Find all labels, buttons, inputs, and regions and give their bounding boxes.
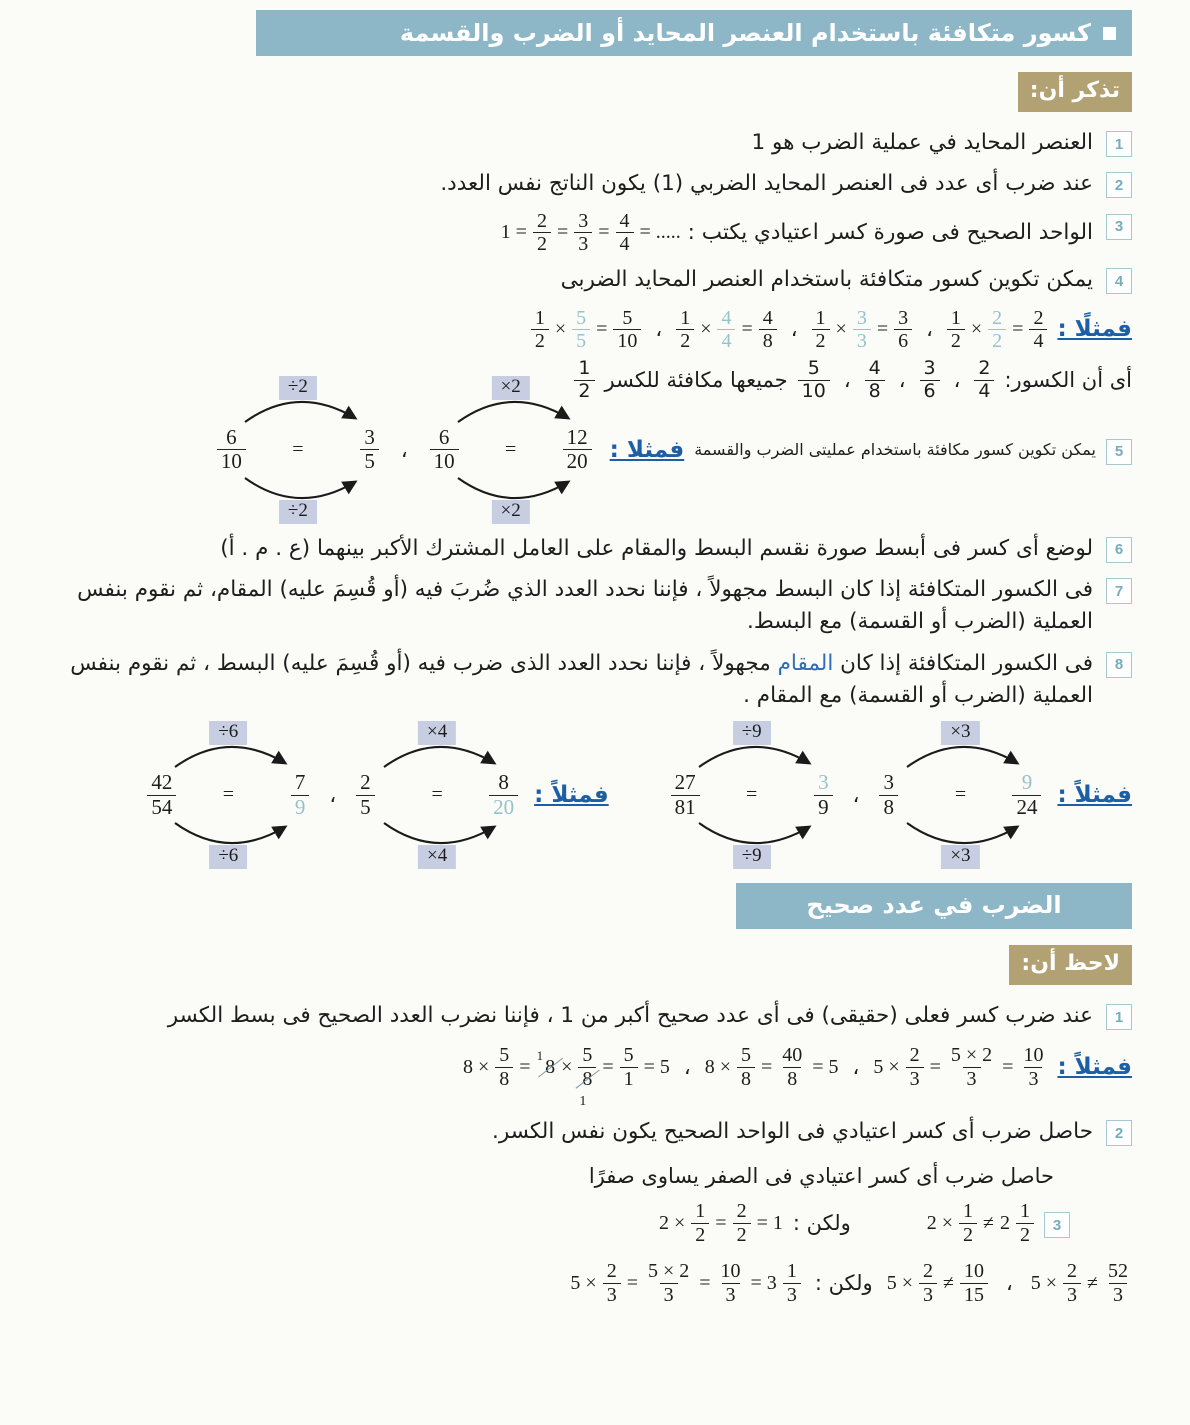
fraction-result: $\frac{3}{6}$: [894, 307, 912, 353]
diagram-divide-2: [209, 376, 387, 524]
equals-sign: =: [596, 317, 608, 340]
cancelled-eight: 8: [545, 1055, 556, 1078]
mixed-fraction: $\frac{1}{2}$: [1016, 1200, 1034, 1246]
fraction: $\frac{1}{2}$: [691, 1200, 709, 1246]
mixed-integer: 2: [1000, 1211, 1010, 1234]
fraction-identity: $\frac{5}{5}$: [572, 307, 590, 353]
item-text-pre: فى الكسور المتكافئة إذا كان: [840, 650, 1093, 676]
not-equals-sign: ≠: [1087, 1271, 1098, 1294]
multiply-operator-chip: ×2: [492, 376, 530, 400]
diagram-divide-6: [139, 721, 317, 869]
fraction: $\frac{10}{15}$: [960, 1260, 988, 1306]
item-number-badge: 8: [1106, 652, 1132, 678]
item-number-badge: 5: [1106, 439, 1132, 465]
remember-item-2: [46, 168, 1132, 200]
fraction-result: $\frac{5}{10}$: [613, 307, 641, 353]
unity-fractions-equation: [501, 210, 681, 256]
example-cancellation: [463, 1044, 670, 1110]
fraction-identity: $\frac{2}{2}$: [988, 307, 1006, 353]
fraction-result: $\frac{3}{5}$: [360, 426, 379, 474]
item-text: يمكن تكوين كسور مكافئة باستخدام عمليتى الضرب والقسمة: [694, 440, 1096, 460]
not-equals-sign: ≠: [983, 1211, 994, 1234]
item-number-badge: 4: [1106, 268, 1132, 294]
equals-sign: =: [292, 438, 304, 461]
separator-comma: ،: [953, 368, 961, 393]
times-sign: ×: [554, 317, 567, 340]
divide-operator-chip: ÷9: [733, 721, 771, 745]
diagram-times-3: [871, 721, 1049, 869]
equals-sign: =: [929, 1055, 941, 1078]
divide-operator-chip: ÷6: [209, 845, 247, 869]
times-sign: ×: [970, 317, 983, 340]
fraction: $\frac{2}{3}$: [603, 1260, 621, 1306]
math-text: 5 ×: [886, 1271, 913, 1294]
equals-sign: =: [1002, 1055, 1014, 1078]
notice-item-2: [46, 1116, 1132, 1148]
multiply-operator-chip: ×3: [941, 845, 979, 869]
item-text: يمكن تكوين كسور متكافئة باستخدام العنصر المحايد الضربى: [560, 267, 1093, 293]
separator-comma: ،: [926, 317, 933, 342]
fraction-result: $\frac{5}{1}$: [620, 1044, 638, 1090]
separator-comma: ،: [683, 1055, 691, 1080]
equals-sign: =: [760, 1055, 773, 1078]
example-group-right: [663, 721, 1132, 869]
divide-operator-chip: ÷2: [279, 500, 317, 524]
fraction-result: $\frac{10}{3}$: [720, 1260, 741, 1306]
equals-sign: =: [715, 1211, 727, 1234]
remember-item-8: [46, 648, 1132, 713]
item-number-badge: 3: [1106, 214, 1132, 240]
transform-diagrams-row: [46, 721, 1132, 869]
divide-operator-chip: ÷2: [279, 376, 317, 400]
product-example-2: [812, 307, 913, 353]
equals-sign: =: [598, 221, 610, 244]
mixed-fraction: $\frac{1}{3}$: [783, 1260, 801, 1306]
example-8-times-five-eighths: [705, 1044, 839, 1090]
notice-badge: لاحظ أن:: [1009, 945, 1132, 985]
example-group-left: [139, 721, 608, 869]
math-text: 1 =: [500, 221, 527, 244]
fraction: $\frac{2}{2}$: [533, 210, 551, 256]
item-number-badge: 2: [1106, 1120, 1132, 1146]
notice-item-1: [46, 1000, 1132, 1032]
example-label: فمثلًا :: [1057, 316, 1132, 343]
separator-comma: ،: [852, 783, 860, 808]
cancel-subscript-one: 1: [579, 1094, 587, 1110]
multiply-operator-chip: ×2: [492, 500, 530, 524]
fraction-product-form: $\frac{5 \times 2}{3}$: [647, 1260, 690, 1306]
fraction: $\frac{2}{3}$: [919, 1260, 937, 1306]
remember-item-7: [46, 574, 1132, 639]
item-text: [46, 648, 1093, 713]
math-text: = .....: [639, 221, 681, 244]
inequality-52-thirds: [1031, 1260, 1132, 1306]
fraction-source: $\frac{3}{8}$: [879, 771, 898, 819]
fraction: $\frac{4}{4}$: [616, 210, 634, 256]
equals-sign: =: [626, 1271, 638, 1294]
numerator: 5: [582, 1044, 593, 1067]
item-text: العنصر المحايد في عملية الضرب هو 1: [751, 130, 1093, 155]
item-number-badge: 2: [1106, 172, 1132, 198]
math-text: = 5: [643, 1055, 670, 1078]
fraction-result: $\frac{8}{20}$: [489, 771, 518, 819]
math-text: 8 ×: [704, 1055, 731, 1078]
fraction: $\frac{5}{8}$: [737, 1044, 755, 1090]
item-text-post: مجهولاً ، فإننا نحدد العدد الذى ضرب فيه (أو قُسِمَ عليه) البسط ، ثم نقوم بنفس العملية (الضرب أو القسمة) مع المقام .: [70, 650, 1093, 708]
cancelled-denominator: 8: [578, 1067, 596, 1090]
item-number-badge: 3: [1044, 1212, 1070, 1238]
fraction-result: $\frac{10}{3}$: [1023, 1044, 1044, 1090]
equals-sign: =: [699, 1271, 711, 1294]
inequality-mixed-number: [927, 1200, 1034, 1246]
fraction-identity: $\frac{3}{3}$: [853, 307, 871, 353]
remember-badge: تذكر أن:: [1018, 72, 1132, 112]
fraction: $\frac{3}{6}$: [920, 358, 940, 402]
fraction-source: $\frac{42}{54}$: [147, 771, 176, 819]
fraction: $\frac{52}{3}$: [1108, 1260, 1128, 1306]
fraction-result: $\frac{7}{9}$: [291, 771, 310, 819]
item-text: عند ضرب كسر فعلى (حقيقى) فى أى عدد صحيح أكبر من 1 ، فإننا نضرب العدد الصحيح فى بسط الكسر: [167, 1003, 1093, 1029]
fraction-source: $\frac{6}{10}$: [217, 426, 246, 474]
sentence-lead: أى أن الكسور:: [1004, 368, 1132, 393]
correct-equation: [659, 1200, 783, 1246]
item-text: حاصل ضرب أى كسر اعتيادي فى الواحد الصحيح يكون نفس الكسر.: [492, 1119, 1093, 1145]
math-text: 5 ×: [570, 1271, 597, 1294]
fraction: $\frac{2}{2}$: [733, 1200, 751, 1246]
cancel-superscript-one: 1: [536, 1048, 544, 1064]
inequality-10-fifteenths: [887, 1260, 988, 1306]
example-5-times-two-thirds: [873, 1044, 1047, 1090]
fraction-result: $\frac{40}{8}$: [782, 1044, 803, 1090]
item-text: لوضع أى كسر فى أبسط صورة نقسم البسط والمقام على العامل المشترك الأكبر بينهما (ع . م . أ): [220, 535, 1093, 561]
equals-sign: =: [741, 317, 753, 340]
multiply-operator-chip: ×4: [418, 845, 456, 869]
separator-comma: ،: [790, 317, 798, 342]
item-text-lead: الواحد الصحيح فى صورة كسر اعتيادي يكتب :: [687, 219, 1093, 245]
diagram-times-2: [422, 376, 600, 524]
product-example-4: [531, 307, 642, 353]
but-label: ولكن :: [792, 1211, 851, 1236]
fraction-source: $\frac{2}{5}$: [356, 771, 375, 819]
fraction-result: $\frac{3}{9}$: [814, 771, 833, 819]
fraction-source: $\frac{6}{10}$: [430, 426, 459, 474]
times-sign: ×: [700, 317, 712, 340]
item-number-badge: 1: [1106, 131, 1132, 157]
math-text: 2 ×: [659, 1211, 686, 1234]
item-number-badge: 6: [1106, 537, 1132, 563]
equals-sign: =: [222, 783, 234, 806]
final-examples-row: [46, 1260, 1132, 1306]
example-label: فمثلاً :: [534, 782, 609, 809]
math-text: = 1: [756, 1211, 783, 1234]
item-text: عند ضرب أى عدد فى العنصر المحايد الضربي (1) يكون الناتج نفس العدد.: [440, 171, 1093, 197]
fraction-product-form: $\frac{5 \times 2}{3}$: [950, 1044, 993, 1090]
but-label: ولكن :: [814, 1271, 873, 1296]
remember-item-3: [46, 210, 1132, 256]
math-text: = 3: [750, 1271, 777, 1294]
equals-sign: =: [505, 438, 517, 461]
times-sign: ×: [561, 1055, 573, 1078]
remember-item-1: [46, 127, 1132, 159]
correct-long-equation: [570, 1260, 800, 1306]
fraction: $\frac{5}{8}$: [495, 1044, 513, 1090]
fraction-with-cancelled-denominator: [578, 1044, 596, 1110]
fraction: $\frac{2}{3}$: [1063, 1260, 1081, 1306]
equals-sign: =: [954, 783, 967, 806]
equals-sign: =: [876, 317, 889, 340]
fraction-result: $\frac{4}{8}$: [759, 307, 777, 353]
diagram-divide-9: [663, 721, 841, 869]
separator-comma: ،: [843, 368, 851, 393]
remember-item-6: [46, 533, 1132, 565]
math-text: = 5: [812, 1055, 839, 1078]
item-number-badge: 7: [1106, 578, 1132, 604]
fraction-result: $\frac{2}{4}$: [1029, 307, 1047, 353]
fraction: $\frac{1}{2}$: [947, 307, 965, 353]
fraction-result: $\frac{12}{20}$: [563, 426, 592, 474]
equals-sign: =: [746, 783, 758, 806]
sentence-mid: جميعها مكافئة للكسر: [604, 368, 788, 393]
fraction: $\frac{1}{2}$: [812, 307, 830, 353]
times-sign: ×: [835, 317, 847, 340]
fraction: $\frac{2}{4}$: [974, 358, 994, 402]
fraction: $\frac{1}{2}$: [676, 307, 694, 353]
whole-number-products-row: [46, 1044, 1132, 1110]
fraction: $\frac{4}{8}$: [865, 358, 885, 402]
fraction-source: $\frac{27}{81}$: [671, 771, 700, 819]
divide-operator-chip: ÷9: [733, 845, 771, 869]
remember-item-4: [46, 264, 1132, 296]
fraction: [578, 1044, 596, 1090]
math-text: 5 ×: [1030, 1271, 1058, 1294]
not-equals-sign: ≠: [942, 1271, 954, 1294]
equals-sign: =: [519, 1055, 531, 1078]
item-text: فى الكسور المتكافئة إذا كان البسط مجهولاً ، فإننا نحدد العدد الذي ضُربَ فيه (أو قُسِمَ عليه) المقام، ثم نقوم بنفس العملية (الضرب أو القسمة) مع البسط.: [77, 577, 1093, 635]
denominator-word-accent: المقام: [777, 650, 834, 676]
math-text: 8 ×: [463, 1055, 490, 1078]
section2-title-bar: الضرب في عدد صحيح: [736, 883, 1132, 929]
multiply-operator-chip: ×4: [418, 721, 456, 745]
separator-comma: ،: [1005, 1271, 1013, 1296]
section1-title-bar: [256, 10, 1132, 56]
notice-item-3: [46, 1200, 1070, 1246]
fraction: $\frac{1}{2}$: [531, 307, 549, 353]
product-example-3: [676, 307, 777, 353]
multiply-operator-chip: ×3: [941, 721, 979, 745]
separator-comma: ،: [898, 368, 906, 393]
square-bullet-icon: [1103, 27, 1116, 40]
fraction: $\frac{2}{3}$: [906, 1044, 924, 1090]
remember-item-5: [46, 376, 1132, 524]
section1-title: كسور متكافئة باستخدام العنصر المحايد أو الضرب والقسمة: [399, 19, 1091, 47]
equals-sign: =: [602, 1055, 614, 1078]
separator-comma: ،: [329, 783, 337, 808]
identity-products-row: [46, 307, 1132, 353]
fraction: $\frac{1}{2}$: [959, 1200, 977, 1246]
diagram-times-4: [348, 721, 526, 869]
item-number-badge: 1: [1106, 1004, 1132, 1030]
fraction: $\frac{5}{10}$: [798, 358, 830, 402]
separator-comma: ،: [655, 317, 663, 342]
zero-product-line: حاصل ضرب أى كسر اعتيادي فى الصفر يساوى صفرًا: [588, 1164, 1054, 1189]
math-text: 5 ×: [873, 1055, 900, 1078]
fraction: $\frac{3}{3}$: [574, 210, 592, 256]
fraction-result: $\frac{9}{24}$: [1012, 771, 1041, 819]
divide-operator-chip: ÷6: [209, 721, 247, 745]
example-label: فمثلاً :: [1057, 1054, 1132, 1081]
equals-sign: =: [1012, 317, 1024, 340]
fraction-half: $\frac{1}{2}$: [574, 358, 594, 402]
example-label: فمثلاً :: [1057, 782, 1132, 809]
separator-comma: ،: [852, 1055, 860, 1080]
equals-sign: =: [431, 783, 443, 806]
item-text: [501, 210, 1093, 256]
separator-comma: ،: [400, 437, 408, 462]
equals-sign: =: [556, 221, 569, 244]
fraction-identity: $\frac{4}{4}$: [717, 307, 735, 353]
product-example-1: [947, 307, 1048, 353]
math-text: 2 ×: [926, 1211, 954, 1234]
example-label: فمثلا :: [609, 436, 685, 463]
